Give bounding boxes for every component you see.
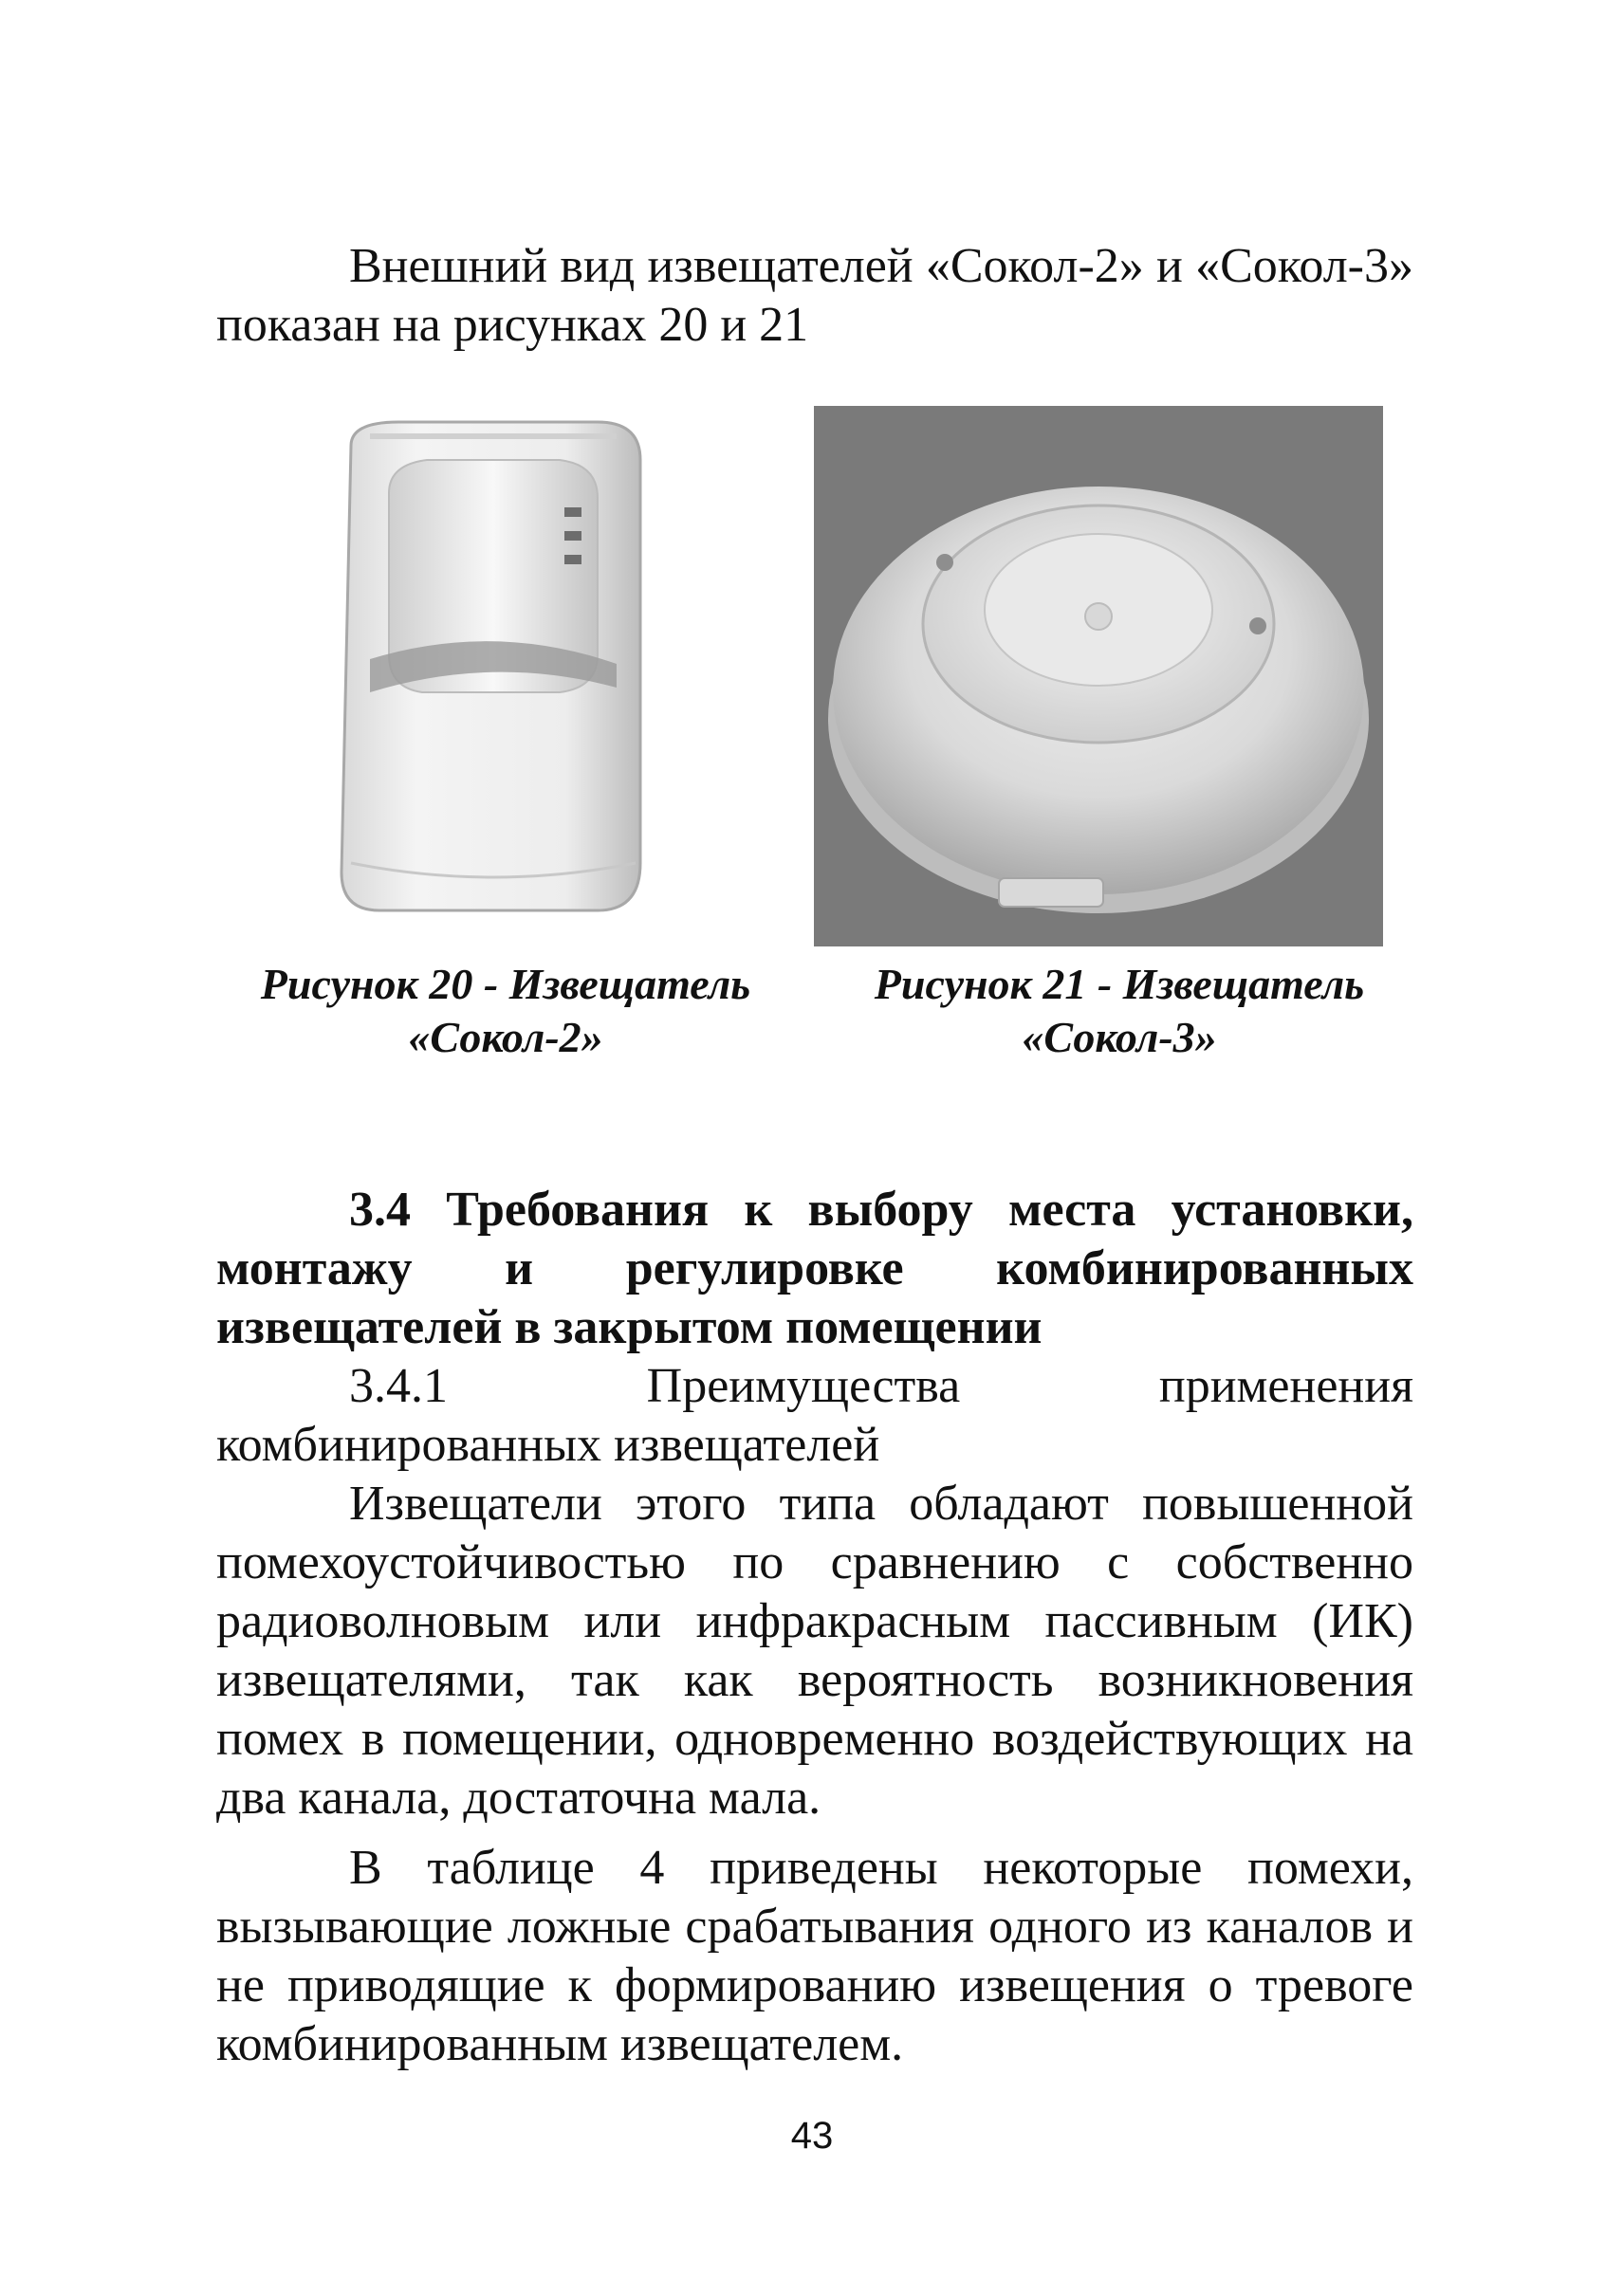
intro-text: Внешний вид извещателей «Сокол-2» и «Сокол-3» показан на рисунках 20 и 21: [216, 239, 1413, 352]
paragraph-2: В таблице 4 приведены некоторые помехи, вызывающие ложные срабатывания одного из каналов и не приводящие к формированию извещения о тревоге комбинированным извещателем.: [216, 1841, 1413, 2071]
section-3-4: [216, 1181, 1413, 2074]
figure-20-sokol-2-photo: [313, 417, 664, 929]
sokol-2-detector-illustration: [313, 417, 664, 929]
paragraph-1: Извещатели этого типа обладают повышенной помехоустойчивостью по сравнению с собственно радиоволновым или инфракрасным пассивным (ИК) извещателями, так как вероятность возникновения помех в помещении, одновременно воздействующих на два канала, достаточна мала.: [216, 1477, 1413, 1825]
page-number: 43: [790, 2115, 834, 2157]
subsection-heading: 3.4.1 Преимущества применения комбинированных извещателей: [216, 1359, 1413, 1472]
figure-20-caption-line1: Рисунок 20 - Извещатель: [260, 960, 751, 1008]
intro-paragraph: [216, 237, 1413, 355]
figure-20-caption: [216, 958, 795, 1064]
figure-21-caption: [835, 958, 1404, 1064]
figure-21-caption-line1: Рисунок 21 - Извещатель: [874, 960, 1365, 1008]
section-heading: 3.4 Требования к выбору места установки, монтажу и регулировке комбинированных извещателей в закрытом помещении: [216, 1183, 1413, 1354]
figure-20-caption-line2: «Сокол-2»: [408, 1013, 603, 1061]
figure-21-sokol-3-photo: [814, 406, 1383, 946]
sokol-3-detector-illustration: [814, 406, 1383, 946]
figure-21-caption-line2: «Сокол-3»: [1022, 1013, 1217, 1061]
